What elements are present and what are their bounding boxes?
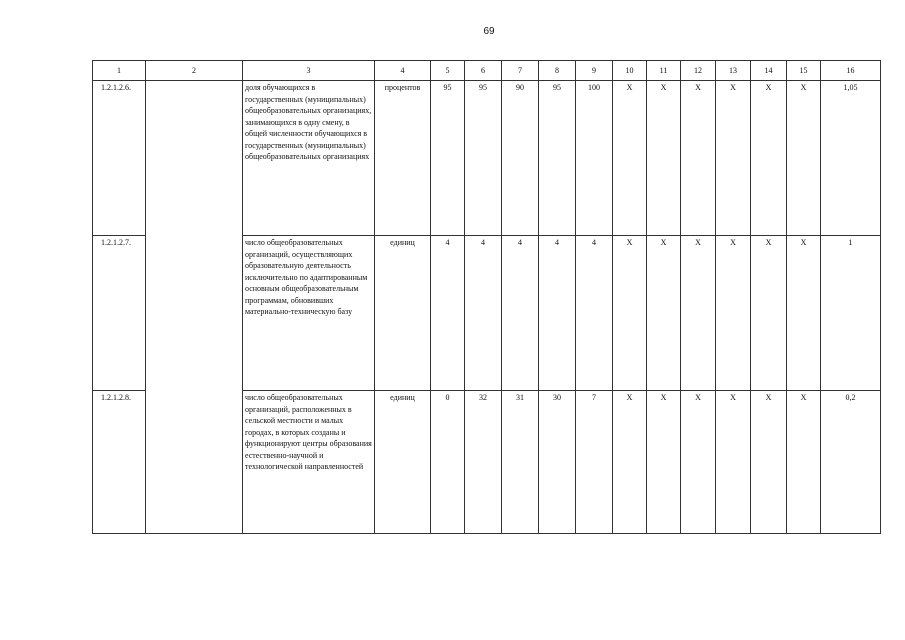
header-cell: 3 [243, 61, 375, 81]
indicator-name: число общеобразовательных организаций, расположенных в сельской местности и малых городах, в которых созданы и функционируют центры образования естественно-научной и технологической направленностей [243, 391, 375, 534]
header-cell: 10 [613, 61, 647, 81]
value-cell: Х [751, 81, 787, 236]
indicator-code: 1.2.1.2.6. [93, 81, 146, 236]
header-cell: 13 [716, 61, 751, 81]
value-cell: 30 [539, 391, 576, 534]
indicator-name: число общеобразовательных организаций, осуществляющих образовательную деятельность исключительно по адаптированным основным общеобразовательным программам, обновивших материально-техническую базу [243, 236, 375, 391]
value-cell: 1,05 [821, 81, 881, 236]
value-cell: Х [716, 236, 751, 391]
value-cell: Х [787, 236, 821, 391]
value-cell: 4 [502, 236, 539, 391]
value-cell: Х [681, 81, 716, 236]
value-cell: Х [787, 81, 821, 236]
header-cell: 4 [375, 61, 431, 81]
value-cell: Х [716, 391, 751, 534]
indicator-unit: единиц [375, 391, 431, 534]
table-row [93, 81, 881, 236]
header-cell: 2 [146, 61, 243, 81]
value-cell: 100 [576, 81, 613, 236]
header-cell: 15 [787, 61, 821, 81]
value-cell: 95 [539, 81, 576, 236]
header-cell: 12 [681, 61, 716, 81]
header-cell: 11 [647, 61, 681, 81]
value-cell: Х [681, 236, 716, 391]
value-cell: 95 [465, 81, 502, 236]
header-cell: 6 [465, 61, 502, 81]
value-cell: Х [751, 236, 787, 391]
header-cell: 7 [502, 61, 539, 81]
page-number: 69 [483, 26, 495, 37]
value-cell: Х [613, 81, 647, 236]
header-cell: 8 [539, 61, 576, 81]
indicator-name: доля обучающихся в государственных (муниципальных) общеобразовательных организациях, занимающихся в одну смену, в общей численности обучающихся в государственных (муниципальных) общеобразовательных организациях [243, 81, 375, 236]
header-cell: 1 [93, 61, 146, 81]
value-cell: 31 [502, 391, 539, 534]
indicator-unit: процентов [375, 81, 431, 236]
header-cell: 9 [576, 61, 613, 81]
value-cell: 0 [431, 391, 465, 534]
header-cell: 5 [431, 61, 465, 81]
merged-empty-cell [146, 81, 243, 534]
value-cell: Х [681, 391, 716, 534]
header-cell: 14 [751, 61, 787, 81]
value-cell: 32 [465, 391, 502, 534]
value-cell: 0,2 [821, 391, 881, 534]
value-cell: Х [751, 391, 787, 534]
value-cell: Х [613, 391, 647, 534]
value-cell: Х [787, 391, 821, 534]
value-cell: 4 [465, 236, 502, 391]
value-cell: Х [613, 236, 647, 391]
value-cell: 4 [431, 236, 465, 391]
table-header-row [93, 61, 881, 81]
indicators-table [92, 60, 881, 534]
value-cell: Х [647, 236, 681, 391]
value-cell: 95 [431, 81, 465, 236]
value-cell: Х [647, 391, 681, 534]
indicator-code: 1.2.1.2.8. [93, 391, 146, 534]
value-cell: 4 [539, 236, 576, 391]
value-cell: 1 [821, 236, 881, 391]
value-cell: 7 [576, 391, 613, 534]
value-cell: Х [716, 81, 751, 236]
header-cell: 16 [821, 61, 881, 81]
indicator-unit: единиц [375, 236, 431, 391]
value-cell: 4 [576, 236, 613, 391]
indicator-code: 1.2.1.2.7. [93, 236, 146, 391]
value-cell: Х [647, 81, 681, 236]
value-cell: 90 [502, 81, 539, 236]
